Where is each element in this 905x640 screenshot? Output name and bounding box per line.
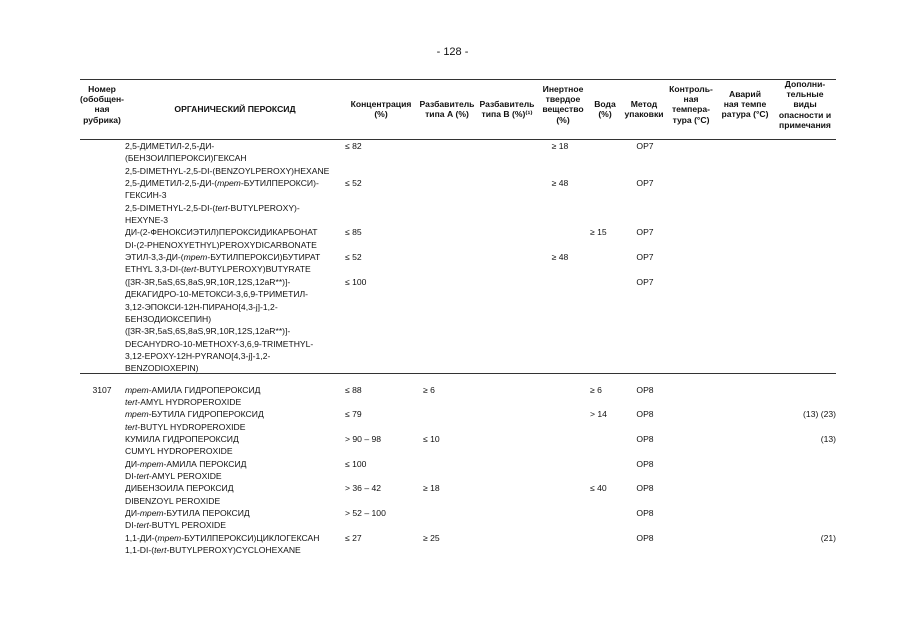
diluent-a-cell: ≥ 18 [423, 483, 440, 494]
peroxide-name-cell [125, 532, 345, 557]
diluent-a-cell: ≥ 6 [423, 384, 435, 395]
peroxide-name-cell [125, 433, 345, 458]
peroxide-name-line: трет-АМИЛА ГИДРОПЕРОКСИД [125, 384, 261, 395]
row-number: 3107 [92, 384, 112, 395]
concentration-cell: ≤ 85 [345, 227, 362, 238]
header-line: упаковки [624, 109, 664, 120]
header-diluent-a [418, 99, 476, 119]
peroxide-name-cell [125, 507, 345, 532]
peroxide-name-line: HEXYNE-3 [125, 215, 168, 226]
header-top-rule [80, 79, 836, 80]
peroxide-name-line: 1,1-ДИ-(трет-БУТИЛПЕРОКСИ)ЦИКЛОГЕКСАН [125, 532, 320, 543]
header-line: Дополни- [784, 79, 826, 89]
header-line: Вода [594, 99, 616, 109]
packing-method-cell: OP7 [636, 178, 654, 189]
header-line: тура (°C) [672, 114, 710, 125]
header-line: (%) [598, 109, 612, 120]
peroxide-name-line: БЕНЗОДИОКСЕПИН) [125, 313, 212, 324]
peroxide-name-line: DI-(2-PHENOXYETHYL)PEROXYDICARBONATE [125, 239, 317, 250]
header-packing [620, 99, 668, 119]
header-line: Метод [630, 99, 658, 109]
peroxide-name-cell [125, 482, 345, 507]
peroxide-name-cell [125, 458, 345, 483]
header-line: темпера- [671, 104, 711, 115]
peroxide-name-line: 3,12-ЭПОКСИ-12Н-ПИРАНО[4,3-j]-1,2- [125, 301, 278, 312]
packing-method-cell: OP8 [636, 458, 654, 469]
header-line: (%) [556, 114, 570, 125]
packing-method-cell: OP8 [636, 532, 654, 543]
concentration-cell: > 90 – 98 [345, 434, 382, 445]
packing-method-cell: OP7 [636, 227, 654, 238]
water-cell: ≥ 15 [590, 227, 607, 238]
peroxide-name-line: tert-BUTYL HYDROPEROXIDE [125, 421, 246, 432]
header-line: Контроль- [669, 84, 713, 94]
header-peroxide [125, 104, 345, 114]
peroxide-name-line: BENZODIOXEPIN) [125, 363, 199, 374]
notes-cell: (21) [820, 532, 836, 543]
inert-cell: ≥ 18 [551, 141, 569, 151]
peroxide-name-line: ДИ-трет-БУТИЛА ПЕРОКСИД [125, 508, 250, 519]
peroxide-name-line: ([3R-3R,5aS,6S,8aS,9R,10R,12S,12aR**)]- [125, 276, 291, 287]
peroxide-name-line: ДИ-трет-АМИЛА ПЕРОКСИД [125, 458, 247, 469]
peroxide-name-line: ДИБЕНЗОИЛА ПЕРОКСИД [125, 483, 234, 494]
header-line: рубрика) [83, 114, 121, 125]
water-cell: ≥ 6 [590, 384, 602, 395]
peroxide-name-line: DIBENZOYL PEROXIDE [125, 495, 221, 506]
header-concentration [345, 99, 417, 119]
header-line: ОРГАНИЧЕСКИЙ ПЕРОКСИД [174, 104, 296, 114]
peroxide-name-cell [125, 276, 345, 375]
concentration-cell: ≤ 27 [345, 532, 362, 543]
header-line: вещество [542, 104, 584, 115]
peroxide-name-cell [125, 177, 345, 226]
header-water [590, 99, 620, 119]
diluent-a-cell: ≤ 10 [423, 434, 440, 445]
peroxide-name-line: КУМИЛА ГИДРОПЕРОКСИД [125, 434, 239, 445]
concentration-cell: ≤ 52 [345, 178, 362, 189]
concentration-cell: ≤ 79 [345, 409, 362, 420]
packing-method-cell: OP8 [636, 384, 654, 395]
header-line: ная темпе [723, 99, 767, 110]
water-cell: ≤ 40 [590, 483, 607, 494]
packing-method-cell: OP8 [636, 434, 654, 445]
header-line: типа А (%) [425, 109, 469, 120]
header-line: примечания [779, 119, 831, 130]
concentration-cell: ≤ 100 [345, 276, 367, 287]
peroxide-name-line: ДЕКАГИДРО-10-МЕТОКСИ-3,6,9-ТРИМЕТИЛ- [125, 289, 308, 300]
header-line: тельные [786, 89, 824, 100]
peroxide-name-cell [125, 226, 345, 251]
inert-cell: ≥ 48 [551, 252, 569, 263]
inert-cell: ≥ 48 [551, 178, 569, 189]
header-line: Концентрация [350, 99, 412, 109]
peroxide-name-cell [125, 408, 345, 433]
peroxide-name-cell [125, 140, 345, 177]
notes-cell: (13) (23) [803, 409, 836, 420]
peroxide-name-line: 2,5-DIMETHYL-2,5-DI-(tert-BUTYLPEROXY)- [125, 202, 300, 213]
peroxide-name-line: ([3R-3R,5aS,6S,8aS,9R,10R,12S,12aR**)]- [125, 326, 291, 337]
header-line: Разбавитель [479, 99, 535, 109]
peroxide-name-line: 2,5-DIMETHYL-2,5-DI-(BENZOYLPEROXY)HEXANE [125, 165, 330, 176]
peroxide-name-line: 2,5-ДИМЕТИЛ-2,5-ДИ-(трет-БУТИЛПЕРОКСИ)- [125, 178, 319, 189]
peroxide-name-line: ETHYL 3,3-DI-(tert-BUTYLPEROXY)BUTYRATE [125, 264, 311, 275]
peroxide-name-line: 1,1-DI-(tert-BUTYLPEROXY)CYCLOHEXANE [125, 545, 301, 556]
packing-method-cell: OP8 [636, 409, 654, 420]
header-line: типа В (%)⁽¹⁾ [481, 109, 533, 120]
concentration-cell: > 36 – 42 [345, 483, 382, 494]
concentration-cell: ≤ 100 [345, 458, 367, 469]
peroxide-name-line: 2,5-ДИМЕТИЛ-2,5-ДИ- [125, 141, 215, 151]
peroxide-name-line: 3,12-EPOXY-12H-PYRANO[4,3-j]-1,2- [125, 350, 271, 361]
header-line: ратура (°C) [721, 109, 769, 120]
header-notes [774, 79, 836, 130]
concentration-cell: ≤ 52 [345, 252, 362, 263]
peroxide-name-line: ГЕКСИН-3 [125, 190, 167, 201]
header-line: Аварий [729, 89, 761, 99]
peroxide-name-line: CUMYL HYDROPEROXIDE [125, 446, 233, 457]
water-cell: > 14 [590, 409, 607, 420]
header-line: Инертное [542, 84, 584, 94]
peroxide-name-line: DECAHYDRO-10-METHOXY-3,6,9-TRIMETHYL- [125, 338, 314, 349]
header-line: (%) [374, 109, 388, 120]
packing-method-cell: OP7 [636, 141, 654, 151]
peroxide-name-line: ЭТИЛ-3,3-ДИ-(трет-БУТИЛПЕРОКСИ)БУТИРАТ [125, 252, 321, 263]
concentration-cell: ≤ 82 [345, 141, 362, 151]
diluent-a-cell: ≥ 25 [423, 532, 440, 543]
header-line: ная [94, 104, 110, 115]
peroxide-name-line: tert-AMYL HYDROPEROXIDE [125, 396, 242, 407]
header-line: Разбавитель [419, 99, 475, 109]
concentration-cell: ≤ 88 [345, 384, 362, 395]
peroxide-name-line: DI-tert-AMYL PEROXIDE [125, 471, 222, 482]
header-line: опасности и [778, 109, 832, 120]
header-line: ная [683, 94, 699, 105]
header-inert [536, 84, 590, 125]
header-control-temp [666, 84, 716, 125]
header-line: (обобщен- [79, 94, 125, 105]
peroxide-name-line: DI-tert-BUTYL PEROXIDE [125, 520, 226, 531]
header-emergency-temp [716, 89, 774, 120]
header-line: твердое [545, 94, 581, 105]
peroxide-name-cell [125, 384, 345, 409]
header-diluent-b [477, 99, 537, 119]
packing-method-cell: OP8 [636, 483, 654, 494]
header-number [78, 84, 126, 125]
concentration-cell: > 52 – 100 [345, 508, 386, 519]
peroxide-name-line: (БЕНЗОИЛПЕРОКСИ)ГЕКСАН [125, 153, 247, 164]
page-number: - 128 - [436, 46, 469, 58]
header-line: виды [793, 99, 817, 110]
notes-cell: (13) [820, 434, 836, 445]
packing-method-cell: OP7 [636, 252, 654, 263]
packing-method-cell: OP8 [636, 508, 654, 519]
peroxide-name-line: ДИ-(2-ФЕНОКСИЭТИЛ)ПЕРОКСИДИКАРБОНАТ [125, 227, 318, 238]
peroxide-name-line: трет-БУТИЛА ГИДРОПЕРОКСИД [125, 409, 264, 420]
header-line: Номер [88, 84, 116, 94]
peroxide-name-cell [125, 251, 345, 276]
packing-method-cell: OP7 [636, 276, 654, 287]
